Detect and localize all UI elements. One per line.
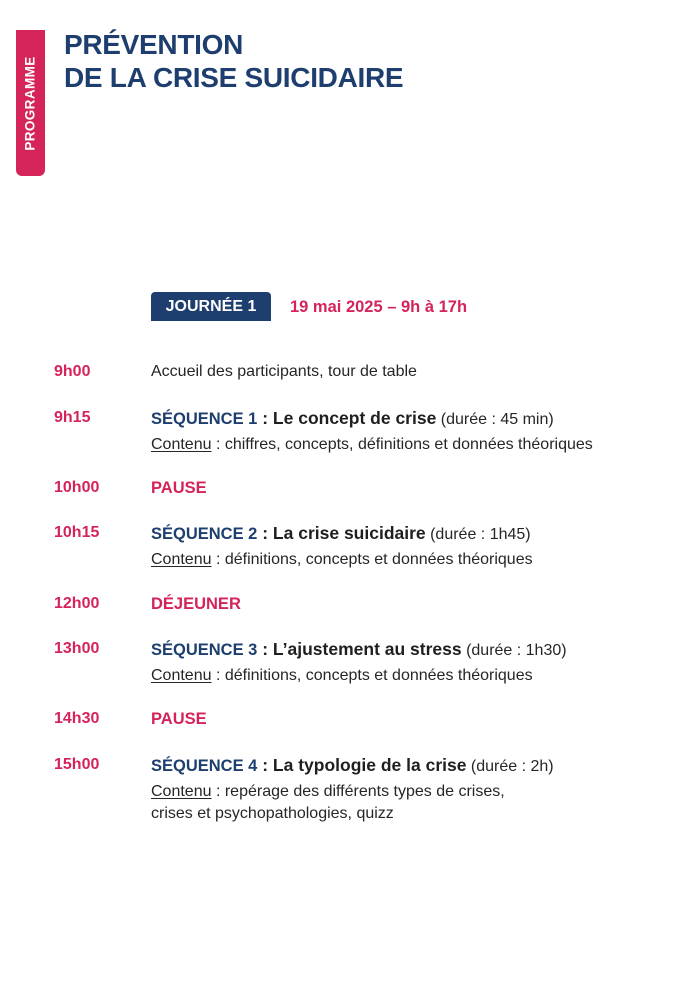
content-text: : repérage des différents types de crises, (211, 783, 505, 800)
content-text: : définitions, concepts et données théoriques (211, 551, 533, 568)
schedule-time: 10h00 (54, 479, 100, 496)
sequence-content (151, 434, 651, 456)
sequence-duration: (durée : 2h) (466, 758, 554, 775)
sequence-duration: (durée : 45 min) (436, 411, 554, 428)
schedule-time: 9h15 (54, 409, 91, 426)
sequence-title: : L’ajustement au stress (257, 639, 462, 659)
schedule-body (151, 361, 651, 383)
break-label: PAUSE (151, 479, 207, 497)
sequence-content (151, 665, 651, 687)
page-title-line-2: DE LA CRISE SUICIDAIRE (64, 62, 404, 93)
page-title (64, 28, 403, 94)
sequence-content (151, 781, 651, 803)
sequence-number: SÉQUENCE 4 (151, 757, 258, 775)
break-label: PAUSE (151, 710, 207, 728)
sequence-heading (151, 522, 651, 546)
sequence-heading (151, 638, 651, 662)
day-date: 19 mai 2025 – 9h à 17h (290, 298, 468, 316)
lunch-label: DÉJEUNER (151, 595, 241, 613)
content-text: : chiffres, concepts, définitions et données théoriques (211, 436, 593, 453)
programme-tab-label: PROGRAMME (23, 55, 39, 151)
sequence-title: : Le concept de crise (257, 408, 437, 428)
sequence-heading (151, 754, 651, 778)
sequence-content (151, 549, 651, 571)
schedule-body (151, 522, 651, 571)
content-label: Contenu (151, 436, 212, 453)
schedule-body (151, 708, 651, 730)
content-label: Contenu (151, 667, 212, 684)
sequence-duration: (durée : 1h45) (425, 526, 531, 543)
schedule-time: 15h00 (54, 756, 100, 773)
schedule-time: 13h00 (54, 640, 100, 657)
sequence-content-continued: crises et psychopathologies, quizz (151, 805, 394, 822)
sequence-number: SÉQUENCE 2 (151, 525, 258, 543)
schedule-body (151, 638, 651, 687)
schedule-body (151, 407, 651, 456)
sequence-title: : La typologie de la crise (257, 755, 467, 775)
day-badge: JOURNÉE 1 (151, 292, 271, 321)
schedule-body (151, 593, 651, 615)
sequence-number: SÉQUENCE 1 (151, 410, 258, 428)
content-label: Contenu (151, 783, 212, 800)
schedule-body (151, 754, 651, 825)
schedule-text: Accueil des participants, tour de table (151, 363, 417, 380)
page-title-line-1: PRÉVENTION (64, 29, 244, 60)
sequence-duration: (durée : 1h30) (461, 642, 567, 659)
schedule-time: 12h00 (54, 595, 100, 612)
sequence-number: SÉQUENCE 3 (151, 641, 258, 659)
sequence-title: : La crise suicidaire (257, 523, 426, 543)
content-label: Contenu (151, 551, 212, 568)
content-text: : définitions, concepts et données théoriques (211, 667, 533, 684)
programme-tab (16, 30, 45, 176)
schedule-time: 10h15 (54, 524, 100, 541)
schedule-time: 9h00 (54, 363, 91, 380)
schedule-body (151, 477, 651, 499)
schedule-time: 14h30 (54, 710, 100, 727)
sequence-heading (151, 407, 651, 431)
